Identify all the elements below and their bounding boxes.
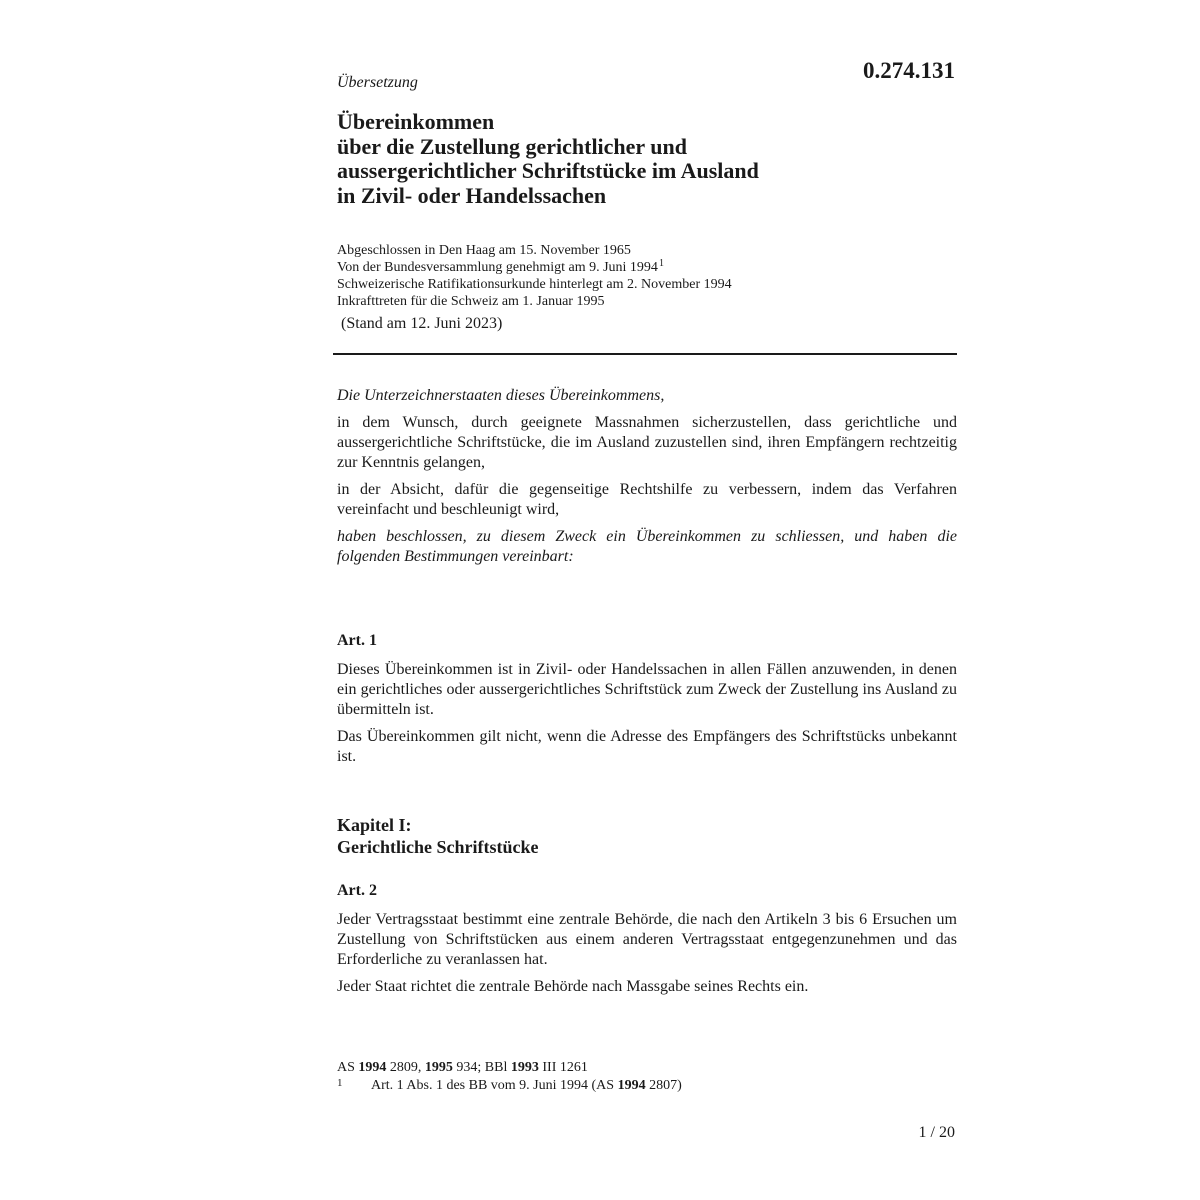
source-year: 1994 [358, 1060, 387, 1075]
ratification-line: Schweizerische Ratifikationsurkunde hinterlegt am 2. November 1994 [337, 277, 732, 292]
article-2-body [337, 910, 957, 1004]
chapter-title: Gerichtliche Schriftstücke [337, 837, 539, 857]
title-line: über die Zustellung gerichtlicher und [337, 133, 688, 159]
preamble-paragraph: in der Absicht, dafür die gegenseitige Rechtshilfe zu verbessern, indem das Verfahren vereinfacht und beschleunigt wird, [337, 481, 957, 518]
footnote-text [371, 1077, 682, 1095]
article-paragraph: Das Übereinkommen gilt nicht, wenn die Adresse des Empfängers des Schriftstücks unbekannt ist. [337, 728, 957, 765]
source-text: AS [337, 1060, 359, 1075]
footnote-year: 1994 [617, 1078, 646, 1093]
preamble [337, 386, 957, 574]
source-reference [337, 1059, 682, 1077]
footnote-ref[interactable]: 1 [658, 258, 664, 269]
article-paragraph: Dieses Übereinkommen ist in Zivil- oder Handelssachen in allen Fällen anzuwenden, in denen ein gerichtliches oder aussergerichtliches Schriftstück zum Zweck der Zustellung ins Ausland zu übermitteln ist. [337, 661, 957, 718]
divider-rule [333, 353, 957, 355]
chapter-heading [337, 814, 538, 858]
preamble-resolution: haben beschlossen, zu diesem Zweck ein Übereinkommen zu schliessen, und haben die folgenden Bestimmungen vereinbart: [337, 528, 957, 565]
document-title [337, 110, 957, 208]
source-text: 934; BBl [452, 1060, 511, 1075]
article-2-heading: Art. 2 [337, 882, 377, 899]
title-line: in Zivil- oder Handelssachen [337, 182, 607, 208]
footnote-1 [337, 1077, 682, 1095]
article-paragraph: Jeder Staat richtet die zentrale Behörde nach Massgabe seines Rechts ein. [337, 978, 809, 995]
article-1-body [337, 660, 957, 774]
title-line: Übereinkommen [337, 109, 495, 134]
source-text: III 1261 [538, 1060, 588, 1075]
status-date: (Stand am 12. Juni 2023) [341, 315, 503, 332]
article-paragraph: Jeder Vertragsstaat bestimmt eine zentrale Behörde, die nach den Artikeln 3 bis 6 Ersuchen um Zustellung von Schriftstücken aus einem anderen Vertragsstaat entgegenzunehmen und das Erforderliche zu veranlassen hat. [337, 911, 957, 968]
sr-number: 0.274.131 [863, 58, 955, 83]
footnote-text-part: 2807) [645, 1078, 682, 1093]
concluded-line: Abgeschlossen in Den Haag am 15. November 1965 [337, 243, 631, 258]
approved-text: Von der Bundesversammlung genehmigt am 9. Juni 1994 [337, 260, 658, 275]
title-line: aussergerichtlicher Schriftstücke im Ausland [337, 158, 759, 183]
article-1-heading: Art. 1 [337, 632, 377, 649]
document-metadata [337, 242, 732, 310]
in-force-line: Inkrafttreten für die Schweiz am 1. Januar 1995 [337, 294, 605, 309]
approved-line [337, 259, 732, 276]
footnotes [337, 1059, 682, 1095]
footnote-text-part: Art. 1 Abs. 1 des BB vom 9. Juni 1994 (AS [371, 1078, 618, 1093]
chapter-number: Kapitel I: [337, 815, 412, 835]
source-year: 1993 [510, 1060, 539, 1075]
page-number: 1 / 20 [918, 1124, 955, 1141]
source-year: 1995 [424, 1060, 453, 1075]
source-text: 2809, [386, 1060, 425, 1075]
translation-label: Übersetzung [337, 74, 418, 91]
preamble-intro: Die Unterzeichnerstaaten dieses Übereinkommens, [337, 387, 665, 404]
footnote-mark: 1 [337, 1077, 343, 1089]
preamble-paragraph: in dem Wunsch, durch geeignete Massnahmen sicherzustellen, dass gerichtliche und aussergerichtliche Schriftstücke, die im Ausland zuzustellen sind, ihren Empfängern rechtzeitig zur Kenntnis gelangen, [337, 414, 957, 471]
